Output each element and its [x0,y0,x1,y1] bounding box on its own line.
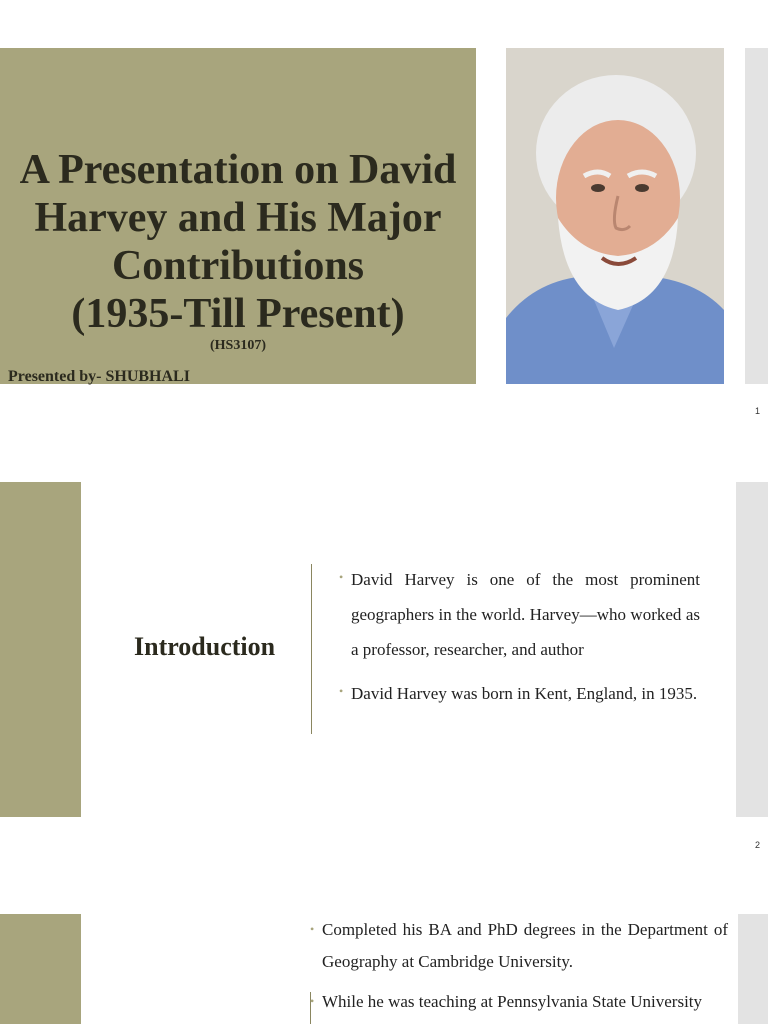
accent-band [0,482,81,817]
bullet-icon: • [339,684,344,698]
portrait-illustration [506,48,724,384]
list-item: • David Harvey was born in Kent, England, in 1935. [339,676,700,711]
side-strip [738,914,768,1024]
side-strip [745,48,768,384]
slide-1 [0,48,768,416]
bullet-icon: • [310,922,315,936]
presenter-line: Presented by- SHUBHALI [8,368,190,385]
page-number: 1 [755,406,761,416]
list-item: • David Harvey is one of the most prominent geographers in the world. Harvey—who worked as a professor, researcher, and author [339,562,700,667]
side-strip [736,482,768,817]
presentation-title: A Presentation on David Harvey and His Major Contributions (1935-Till Present) [19,147,457,337]
accent-band [0,914,81,1024]
slide-2 [0,482,768,850]
slide-3 [0,914,768,1024]
portrait-photo [506,48,724,384]
bullet-list [310,914,728,1026]
divider-line [311,564,312,734]
list-item: • Completed his BA and PhD degrees in the Department of Geography at Cambridge University. [310,914,728,978]
list-item: • While he was teaching at Pennsylvania State University [310,986,728,1018]
title-panel [0,48,476,384]
bullet-icon: • [339,570,344,584]
bullet-icon: • [310,994,315,1008]
page-number: 2 [755,840,761,850]
slide-heading: Introduction [134,632,276,661]
course-code: (HS3107) [210,338,266,353]
bullet-list [339,562,700,720]
